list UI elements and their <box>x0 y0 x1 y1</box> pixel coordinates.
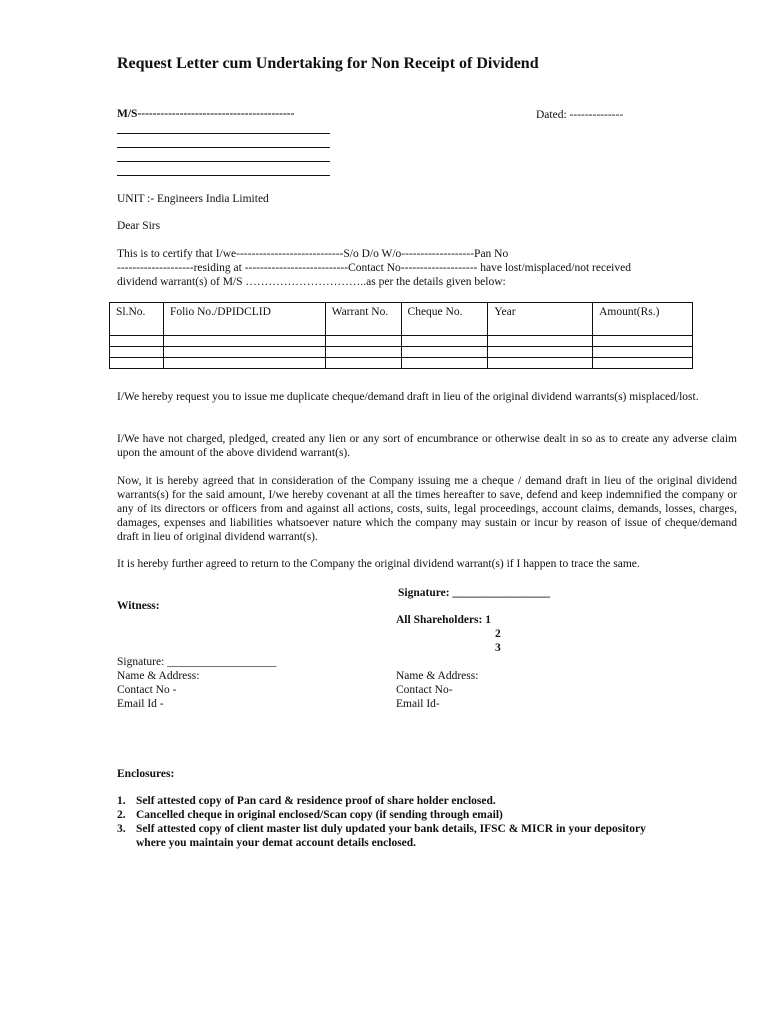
table-row <box>110 358 693 369</box>
table-cell <box>110 347 164 358</box>
table-cell <box>593 336 693 347</box>
list-number: 1. <box>117 795 126 807</box>
witness-contact: Contact No - <box>117 684 177 696</box>
list-number: 2. <box>117 809 126 821</box>
witness-email: Email Id- <box>396 698 440 710</box>
signature-line: Signature: _________________ <box>398 587 551 599</box>
table-cell <box>401 336 488 347</box>
column-header: Cheque No. <box>401 303 488 336</box>
column-header: Folio No./DPIDCLID <box>163 303 325 336</box>
shareholder-number: 2 <box>495 628 501 640</box>
indemnity-paragraph: Now, it is hereby agreed that in consideration of the Company issuing me a cheque / demand draft in lieu of the original dividend warrants(s) for the said amount, I/we hereby covenant at all the times hereafter to save, defend and keep indemnified the company or any of its directors or officers from and against all actions, costs, suits, legal proceedings, account claims, demands, losses, charges, damages, expenses and liabilities whatsoever nature which the company may sustain or incur by reason of issue of cheque/demand draft in lieu of original dividend warrant(s). <box>117 475 737 543</box>
table-cell <box>163 358 325 369</box>
shareholder-number: 3 <box>495 642 501 654</box>
list-item <box>117 808 646 822</box>
list-text: Self attested copy of Pan card & residence proof of share holder enclosed. <box>136 795 496 807</box>
table-cell <box>163 347 325 358</box>
warrant-details-table <box>109 302 693 369</box>
table-cell <box>325 347 401 358</box>
certify-line-1: This is to certify that I/we----------------------------S/o D/o W/o-------------------Pan No <box>117 248 509 260</box>
witness-contact: Contact No- <box>396 684 453 696</box>
table-cell <box>163 336 325 347</box>
table-cell <box>401 358 488 369</box>
certify-line-3: dividend warrant(s) of M/S …………………………..as per the details given below: <box>117 276 506 288</box>
list-text: Self attested copy of client master list duly updated your bank details, IFSC & MICR in your depository <box>136 823 646 835</box>
address-line <box>117 175 330 176</box>
return-paragraph: It is hereby further agreed to return to the Company the original dividend warrant(s) if I happen to trace the same. <box>117 558 640 570</box>
witness-email: Email Id - <box>117 698 164 710</box>
address-line <box>117 161 330 162</box>
list-item <box>117 822 646 836</box>
enclosures-list <box>117 794 646 850</box>
address-line <box>117 133 330 134</box>
witness-signature: Signature: ___________________ <box>117 656 277 668</box>
table-cell <box>325 336 401 347</box>
document-title: Request Letter cum Undertaking for Non Receipt of Dividend <box>117 55 539 72</box>
witness-label: Witness: <box>117 600 160 612</box>
dated-field: Dated: -------------- <box>536 109 624 121</box>
column-header: Year <box>488 303 593 336</box>
certify-line-2: --------------------residing at ---------------------------Contact No-------------------- have lost/misplaced/not received <box>117 262 631 274</box>
salutation: Dear Sirs <box>117 220 161 232</box>
table-row <box>110 336 693 347</box>
no-lien-paragraph: I/We have not charged, pledged, created any lien or any sort of encumbrance or otherwise dealt in so as to create any adverse claim upon the amount of the above dividend warrant(s). <box>117 433 737 459</box>
column-header: Sl.No. <box>110 303 164 336</box>
shareholders-label: All Shareholders: 1 <box>396 614 491 626</box>
unit-line: UNIT :- Engineers India Limited <box>117 193 269 205</box>
request-paragraph: I/We hereby request you to issue me duplicate cheque/demand draft in lieu of the original dividend warrants(s) misplaced/lost. <box>117 391 699 403</box>
column-header: Amount(Rs.) <box>593 303 693 336</box>
table-row <box>110 347 693 358</box>
column-header: Warrant No. <box>325 303 401 336</box>
list-text: Cancelled cheque in original enclosed/Scan copy (if sending through email) <box>136 809 503 821</box>
address-line <box>117 147 330 148</box>
list-item-continuation: where you maintain your demat account details enclosed. <box>136 837 417 849</box>
list-number: 3. <box>117 823 126 835</box>
table-cell <box>110 358 164 369</box>
table-cell <box>110 336 164 347</box>
ms-field: M/S----------------------------------------- <box>117 108 295 120</box>
list-item <box>117 794 646 808</box>
table-cell <box>488 347 593 358</box>
table-cell <box>401 347 488 358</box>
enclosures-label: Enclosures: <box>117 768 175 780</box>
witness-name-address: Name & Address: <box>117 670 200 682</box>
table-cell <box>593 347 693 358</box>
witness-name-address: Name & Address: <box>396 670 479 682</box>
table-cell <box>593 358 693 369</box>
table-cell <box>488 358 593 369</box>
table-cell <box>325 358 401 369</box>
table-header-row <box>110 303 693 336</box>
table-cell <box>488 336 593 347</box>
